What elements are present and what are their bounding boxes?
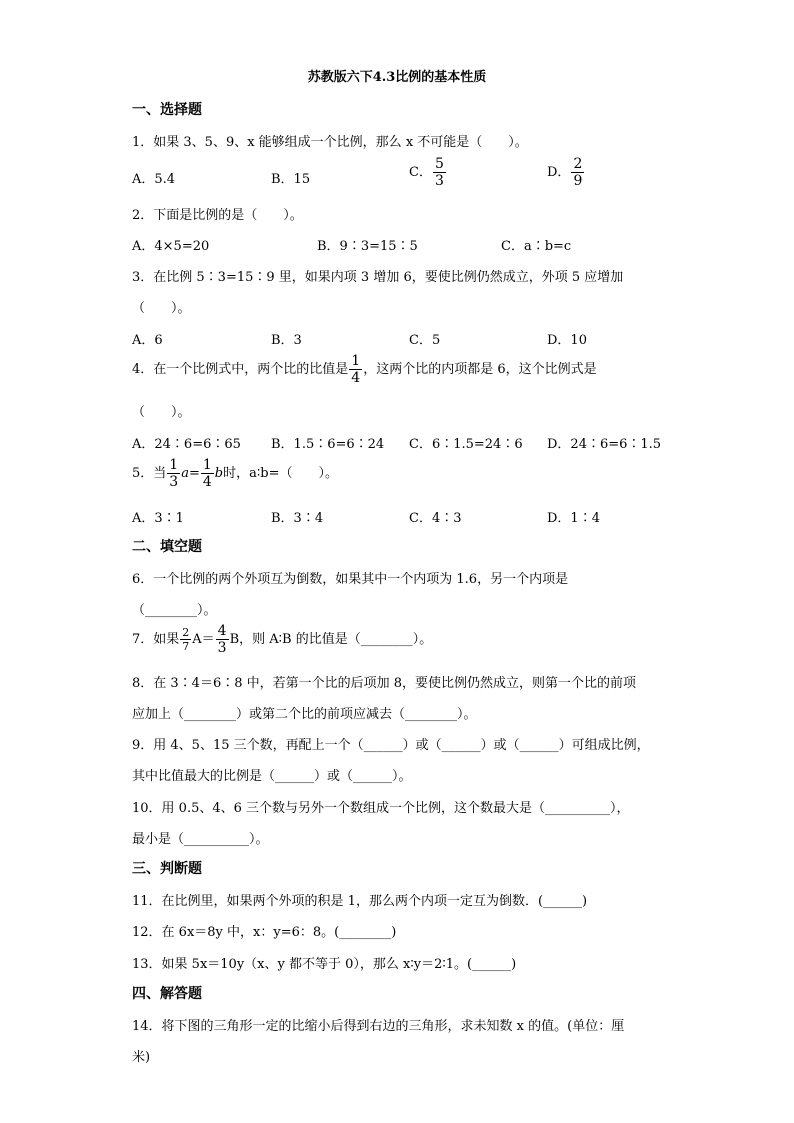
q1-option-c-label: C． — [409, 165, 432, 180]
section-heading-judge: 三、判断题 — [132, 861, 202, 877]
fraction-denominator: 9 — [573, 173, 583, 189]
q13-stem: 13．如果 5x＝10y（x、y 都不等于 0），那么 x∶y＝2∶1。(______) — [132, 957, 517, 972]
q7-stem-post: B，则 A∶B 的比值是（________）。 — [229, 632, 433, 647]
section-heading-fill: 二、填空题 — [132, 539, 202, 555]
q3-option-d: D．10 — [547, 333, 587, 348]
q5-option-b: B．3∶4 — [271, 511, 324, 526]
q6-line1: 6．一个比例的两个外项互为倒数，如果其中一个内项为 1.6，另一个内项是 — [132, 572, 569, 587]
q12-stem: 12．在 6x＝8y 中，x：y=6：8。(________) — [132, 925, 397, 940]
q7-fraction-1 — [180, 627, 191, 652]
q5-option-d: D．1∶4 — [547, 511, 600, 526]
q5-variable-b: b — [214, 466, 224, 481]
q7-stem — [132, 624, 432, 655]
q1-option-a: A．5.4 — [132, 172, 176, 187]
q2-option-b: B．9∶3=15∶5 — [317, 239, 418, 254]
q1-option-c-fraction — [433, 157, 446, 188]
fraction-numerator: 2 — [573, 156, 583, 172]
q11-stem: 11．在比例里，如果两个外项的积是 1，那么两个内项一定互为倒数．(______) — [132, 894, 588, 909]
q10-line2: 最小是（__________）。 — [132, 832, 269, 847]
page-title: 苏教版六下4.3比例的基本性质 — [307, 70, 487, 85]
fraction-numerator: 5 — [434, 156, 444, 172]
q1-option-d-label: D． — [547, 165, 571, 180]
q8-line1: 8．在 3∶4＝6∶8 中，若第一个比的后项加 8，要使比例仍然成立，则第一个比的前项 — [132, 676, 637, 691]
q8-line2: 应加上（________）或第二个比的前项应减去（________）。 — [132, 707, 477, 722]
q5-stem — [132, 458, 338, 489]
fraction-denominator: 3 — [434, 173, 444, 189]
q5-fraction-1 — [167, 458, 180, 489]
fraction-denominator: 3 — [169, 474, 179, 490]
q7-fraction-2 — [216, 624, 229, 655]
q5-option-c: C．4∶3 — [409, 511, 462, 526]
q5-equals: = — [188, 466, 200, 481]
fraction-denominator: 4 — [202, 474, 212, 490]
q14-line2: 米) — [132, 1050, 151, 1065]
q6-line2: （________）。 — [132, 603, 217, 618]
fraction-numerator: 1 — [202, 457, 212, 473]
q3-option-c: C．5 — [409, 333, 441, 348]
q2-option-c: C．a∶b=c — [501, 239, 572, 254]
q1-option-b: B．15 — [271, 172, 311, 187]
q4-option-d: D．24∶6=6∶1.5 — [547, 437, 662, 452]
q4-stem-line2: （ ）。 — [132, 405, 191, 420]
q9-line2: 其中比值最大的比例是（______）或（______）。 — [132, 769, 412, 784]
fraction-numerator: 4 — [217, 623, 227, 639]
q4-stem-post: ，这两个比的内项都是 6，这个比例式是 — [363, 362, 597, 377]
q4-option-b: B．1.5∶6=6∶24 — [271, 437, 385, 452]
fraction-denominator: 4 — [351, 370, 361, 386]
q4-option-a: A．24∶6=6∶65 — [132, 437, 241, 452]
q4-ratio-fraction — [349, 354, 362, 385]
q3-stem-line1: 3．在比例 5∶3=15∶9 里，如果内项 3 增加 6，要使比例仍然成立，外项 5 应增加 — [132, 270, 624, 285]
q2-option-a: A．4×5=20 — [132, 239, 210, 254]
q7-stem-pre: 7．如果 — [132, 632, 180, 647]
fraction-denominator: 7 — [182, 640, 190, 653]
q7-stem-mid: A＝ — [192, 632, 215, 647]
q5-fraction-2 — [201, 458, 214, 489]
q1-stem: 1．如果 3、5、9、x 能够组成一个比例，那么 x 不可能是（ ）。 — [132, 135, 528, 150]
q5-stem-post: 时，a∶b=（ ）。 — [223, 466, 338, 481]
q1-option-c — [409, 157, 447, 188]
fraction-numerator: 2 — [182, 626, 190, 639]
q5-stem-pre: 5．当 — [132, 466, 167, 481]
q3-stem-line2: （ ）。 — [132, 301, 191, 316]
q5-option-a: A．3∶1 — [132, 511, 184, 526]
q4-stem-line1 — [132, 354, 597, 385]
q10-line1: 10．用 0.5、4、6 三个数与另外一个数组成一个比例，这个数最大是（__________）， — [132, 801, 630, 816]
fraction-numerator: 1 — [351, 353, 361, 369]
q4-option-c: C．6∶1.5=24∶6 — [409, 437, 523, 452]
section-heading-choice: 一、选择题 — [132, 102, 202, 118]
q4-stem-pre: 4．在一个比例式中，两个比的比值是 — [132, 362, 349, 377]
q9-line1: 9．用 4、5、15 三个数，再配上一个（______）或（______）或（______）可组成比例， — [132, 738, 650, 753]
section-heading-solve: 四、解答题 — [132, 986, 202, 1002]
fraction-numerator: 1 — [169, 457, 179, 473]
q1-option-d — [547, 157, 585, 188]
fraction-denominator: 3 — [217, 640, 227, 656]
q5-variable-a: a — [181, 466, 189, 481]
q2-stem: 2．下面是比例的是（ ）。 — [132, 208, 303, 223]
q3-option-a: A．6 — [132, 333, 163, 348]
q3-option-b: B．3 — [271, 333, 302, 348]
q1-option-d-fraction — [571, 157, 584, 188]
q14-line1: 14．将下图的三角形一定的比缩小后得到右边的三角形，求未知数 x 的值。(单位：厘 — [132, 1019, 625, 1034]
